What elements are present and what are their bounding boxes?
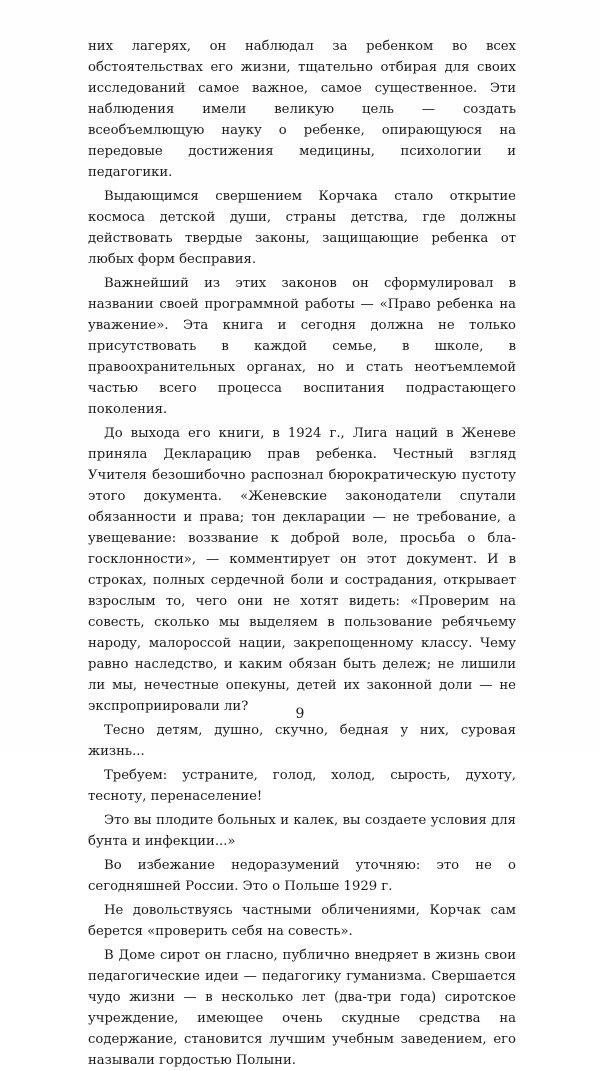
paragraph: Выдающимся свершением Корчака стало открытие космоса детской души, страны детства, где должны действовать твердые законы, защищающие ребенка от любых форм бесправия. bbox=[88, 189, 516, 267]
paragraph: В Доме сирот он гласно, публично внедряет в жизнь свои педагогические идеи — педагогику гуманизма. Свершается чудо жизни — в несколько лет (два-три года) сиротское учреждение, имеющее очень скудные средства на содержание, становится лучшим учебным заведением, его называли гордостью Полыни. bbox=[88, 948, 516, 1068]
paragraph: Тесно детям, душно, скучно, бедная у них, суровая жизнь... bbox=[88, 723, 516, 759]
paragraph: Требуем: устраните, голод, холод, сырость, духоту, тесноту, перенаселение! bbox=[88, 768, 516, 804]
paragraph: Это вы плодите больных и калек, вы создаете условия для бунта и инфекции...» bbox=[88, 813, 516, 849]
page-number: 9 bbox=[295, 706, 305, 722]
paragraph: них лагерях, он наблюдал за ребенком во всех обстоятельствах его жизни, тщательно отбирая для своих исследований самое важное, самое существенное. Эти наблюдения имели великую цель — создать всеобъемлющую науку о ребенке, опирающуюся на передовые достижения медицины, психологии и педагогики. bbox=[88, 39, 516, 180]
paragraph: Важнейший из этих законов он сформулировал в названии своей программной работы — «Право ребенка на уважение». Эта книга и сегодня должна не только присутствовать в каждой семье, в школе, в правоохранительных органах, но и стать неотъемлемой частью всего процесса воспитания подрастающего поколения. bbox=[88, 276, 516, 417]
paragraph: Во избежание недоразумений уточняю: это не о сегодняшней России. Это о Польше 1929 г. bbox=[88, 858, 516, 894]
paragraph: До выхода его книги, в 1924 г., Лига наций в Женеве приняла Декларацию прав ребенка. Честный взгляд Учителя безошибочно распознал бюрократическую пустоту этого документа. «Женевские законодатели спутали обязанности и права; тон декларации — не требование, а увещевание: воззвание к доброй воле, просьба о благосклонности», — комментирует он этот документ. И в строках, полных сердечной боли и сострадания, открывает взрослым то, чего они не хотят видеть: «Проверим на совесть, сколько мы выделяем в пользование ребячьему народу, малороссой нации, закрепощенному классу. Чему равно наследство, и каким обязан быть дележ; не лишили ли мы, нечестные опекуны, детей их законной доли — не экспроприировали ли? bbox=[88, 426, 516, 714]
body-text bbox=[88, 36, 516, 1071]
paragraph: Не довольствуясь частными обличениями, Корчак сам берется «проверить себя на совесть». bbox=[88, 903, 516, 939]
